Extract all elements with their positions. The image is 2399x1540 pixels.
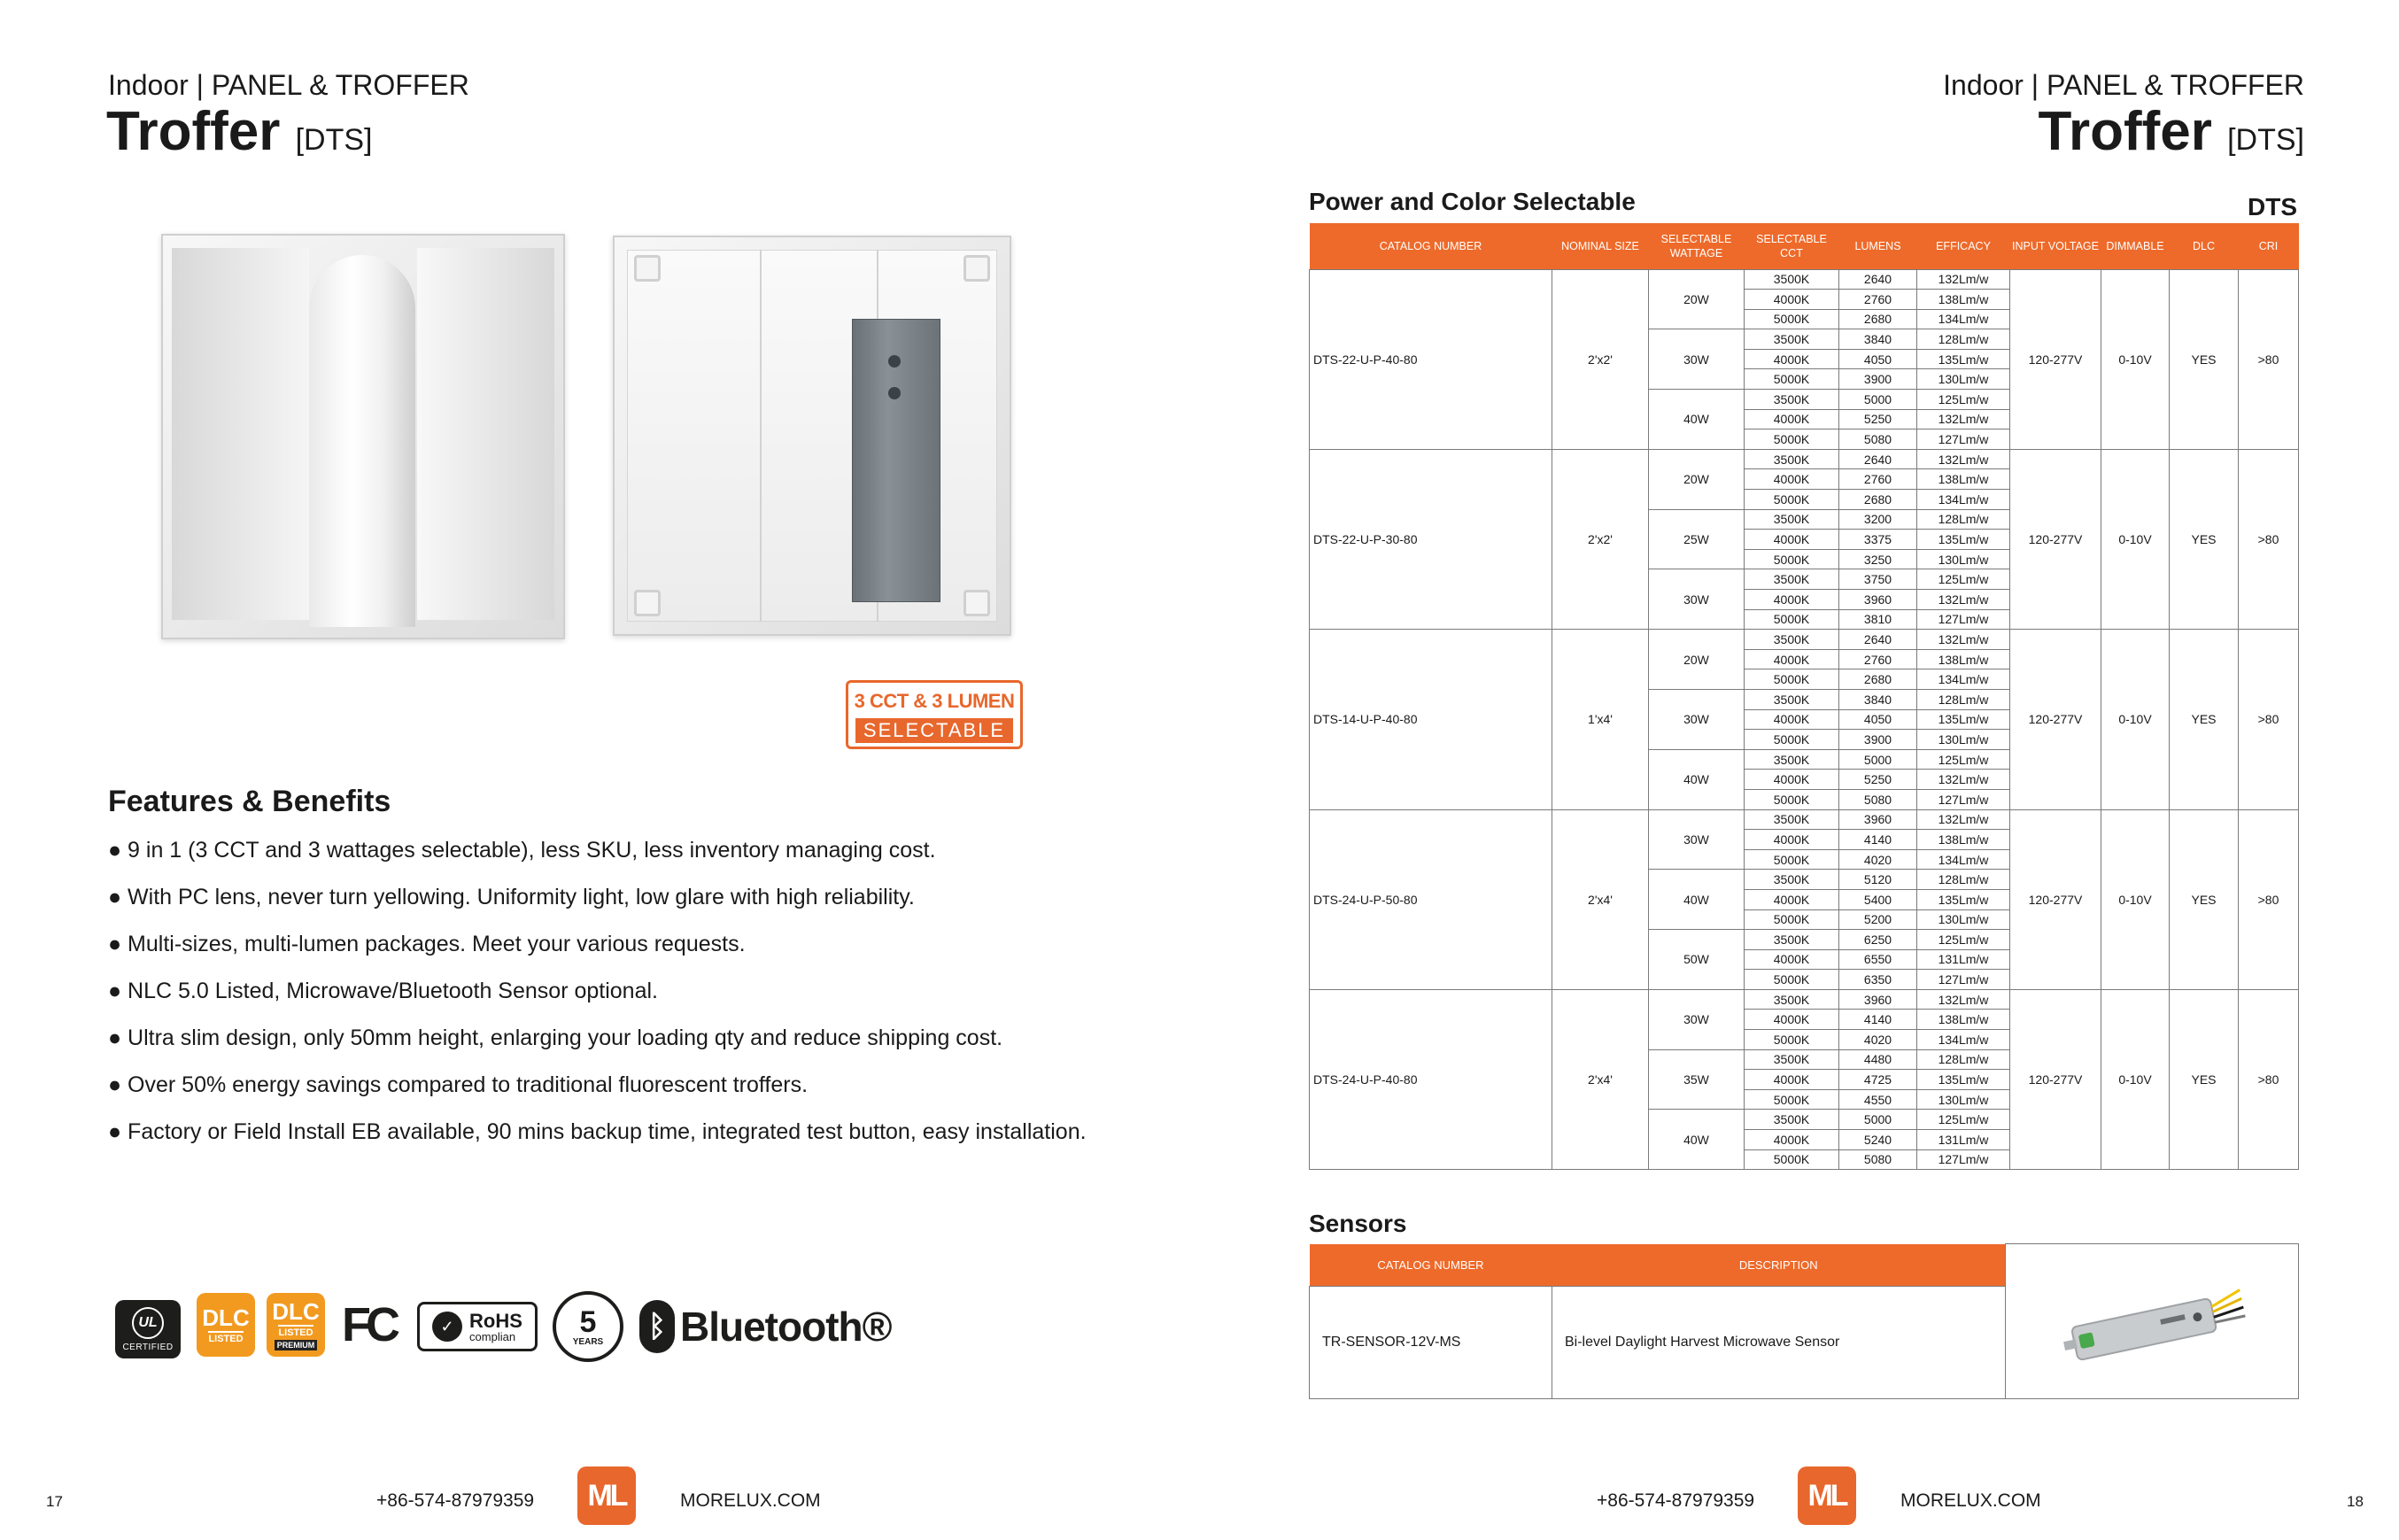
wattage-cell: 20W bbox=[1649, 630, 1745, 690]
col-dimmable: DIMMABLE bbox=[2101, 223, 2170, 269]
feature-item: ● NLC 5.0 Listed, Microwave/Bluetooth Sensor optional. bbox=[108, 979, 658, 1003]
efficacy-cell: 130Lm/w bbox=[1917, 730, 2010, 750]
efficacy-cell: 128Lm/w bbox=[1917, 870, 2010, 890]
cct-cell: 3500K bbox=[1745, 809, 1839, 830]
cct-cell: 5000K bbox=[1745, 1089, 1839, 1110]
efficacy-cell: 125Lm/w bbox=[1917, 569, 2010, 590]
feature-item: ● Multi-sizes, multi-lumen packages. Meet your various requests. bbox=[108, 932, 746, 956]
wattage-cell: 50W bbox=[1649, 930, 1745, 990]
cct-cell: 4000K bbox=[1745, 709, 1839, 730]
mounting-clip bbox=[963, 590, 990, 616]
input-voltage-cell: 120-277V bbox=[2010, 269, 2101, 449]
cct-cell: 4000K bbox=[1745, 949, 1839, 970]
rohs-text: RoHS bbox=[469, 1309, 522, 1332]
table-row bbox=[1310, 809, 2299, 830]
dimmable-cell: 0-10V bbox=[2101, 269, 2170, 449]
efficacy-cell: 132Lm/w bbox=[1917, 989, 2010, 1010]
dimmable-cell: 0-10V bbox=[2101, 630, 2170, 809]
warranty-5-years-logo bbox=[553, 1291, 623, 1362]
morelux-logo-left bbox=[577, 1466, 636, 1525]
efficacy-cell: 127Lm/w bbox=[1917, 970, 2010, 990]
bluetooth-logo bbox=[639, 1298, 892, 1355]
cct-cell: 3500K bbox=[1745, 870, 1839, 890]
dlc-cell: YES bbox=[2170, 809, 2239, 989]
efficacy-cell: 131Lm/w bbox=[1917, 1130, 2010, 1150]
lumens-cell: 4550 bbox=[1839, 1089, 1917, 1110]
wattage-cell: 40W bbox=[1649, 390, 1745, 450]
lumens-cell: 4725 bbox=[1839, 1070, 1917, 1090]
lumens-cell: 3810 bbox=[1839, 609, 1917, 630]
efficacy-cell: 135Lm/w bbox=[1917, 349, 2010, 369]
power-color-heading: Power and Color Selectable bbox=[1309, 188, 1636, 215]
wattage-cell: 40W bbox=[1649, 870, 1745, 930]
troffer-left-reflector bbox=[172, 248, 309, 620]
efficacy-cell: 135Lm/w bbox=[1917, 1070, 2010, 1090]
page-number-right: 18 bbox=[2347, 1493, 2364, 1510]
ul-mark: UL bbox=[132, 1307, 164, 1339]
left-title-text: Troffer bbox=[106, 101, 281, 162]
lumens-cell: 3840 bbox=[1839, 689, 1917, 709]
dlc-mark: DLC bbox=[202, 1304, 250, 1331]
rohs-sub-text: complian bbox=[469, 1329, 516, 1343]
lumens-cell: 3750 bbox=[1839, 569, 1917, 590]
cct-cell: 5000K bbox=[1745, 490, 1839, 510]
phone-right: +86-574-87979359 bbox=[1597, 1490, 1755, 1511]
cct-cell: 4000K bbox=[1745, 889, 1839, 909]
cct-cell: 5000K bbox=[1745, 369, 1839, 390]
cct-cell: 5000K bbox=[1745, 669, 1839, 690]
efficacy-cell: 125Lm/w bbox=[1917, 1110, 2010, 1130]
spec-table bbox=[1309, 223, 2299, 1170]
cct-cell: 4000K bbox=[1745, 530, 1839, 550]
efficacy-cell: 130Lm/w bbox=[1917, 909, 2010, 930]
wattage-cell: 30W bbox=[1649, 329, 1745, 390]
col-selectable-cct: SELECTABLE CCT bbox=[1745, 223, 1839, 269]
efficacy-cell: 128Lm/w bbox=[1917, 689, 2010, 709]
cct-cell: 4000K bbox=[1745, 1130, 1839, 1150]
cct-cell: 3500K bbox=[1745, 1049, 1839, 1070]
troffer-right-reflector bbox=[417, 248, 554, 620]
efficacy-cell: 127Lm/w bbox=[1917, 789, 2010, 809]
cct-cell: 5000K bbox=[1745, 549, 1839, 569]
lumens-cell: 5240 bbox=[1839, 1130, 1917, 1150]
feature-item: ● With PC lens, never turn yellowing. Uniformity light, low glare with high reliability. bbox=[108, 885, 915, 909]
wattage-cell: 30W bbox=[1649, 569, 1745, 630]
efficacy-cell: 134Lm/w bbox=[1917, 309, 2010, 329]
table-row bbox=[1310, 989, 2299, 1010]
catalog-number-cell: DTS-24-U-P-50-80 bbox=[1310, 809, 1552, 989]
efficacy-cell: 128Lm/w bbox=[1917, 509, 2010, 530]
lumens-cell: 5080 bbox=[1839, 789, 1917, 809]
lumens-cell: 5080 bbox=[1839, 429, 1917, 450]
feature-item: ● Over 50% energy savings compared to traditional fluorescent troffers. bbox=[108, 1072, 809, 1097]
morelux-logo-right bbox=[1798, 1466, 1856, 1525]
efficacy-cell: 134Lm/w bbox=[1917, 669, 2010, 690]
cct-cell: 3500K bbox=[1745, 329, 1839, 350]
efficacy-cell: 125Lm/w bbox=[1917, 390, 2010, 410]
features-list bbox=[108, 838, 1171, 1157]
lumens-cell: 3960 bbox=[1839, 809, 1917, 830]
lumens-cell: 4050 bbox=[1839, 349, 1917, 369]
sensor-description-cell: Bi-level Daylight Harvest Microwave Sensor bbox=[1552, 1287, 2006, 1399]
cct-cell: 3500K bbox=[1745, 1110, 1839, 1130]
microwave-sensor-photo bbox=[2055, 1275, 2249, 1373]
efficacy-cell: 130Lm/w bbox=[1917, 549, 2010, 569]
cct-cell: 5000K bbox=[1745, 730, 1839, 750]
troffer-back-housing bbox=[627, 250, 997, 622]
cri-cell: >80 bbox=[2239, 449, 2299, 629]
col-efficacy: EFFICACY bbox=[1917, 223, 2010, 269]
lumens-cell: 5000 bbox=[1839, 390, 1917, 410]
troffer-center-lens bbox=[309, 255, 415, 627]
input-voltage-cell: 120-277V bbox=[2010, 449, 2101, 629]
dlc-cell: YES bbox=[2170, 989, 2239, 1169]
lumens-cell: 3250 bbox=[1839, 549, 1917, 569]
right-title-code: [DTS] bbox=[2227, 123, 2304, 157]
wattage-cell: 20W bbox=[1649, 269, 1745, 329]
page-number-left: 17 bbox=[46, 1493, 63, 1510]
lumens-cell: 2680 bbox=[1839, 309, 1917, 329]
housing-seam bbox=[760, 250, 762, 622]
wattage-cell: 20W bbox=[1649, 449, 1745, 509]
lumens-cell: 5200 bbox=[1839, 909, 1917, 930]
lumens-cell: 5400 bbox=[1839, 889, 1917, 909]
warranty-years-text: YEARS bbox=[572, 1336, 604, 1347]
cct-cell: 5000K bbox=[1745, 789, 1839, 809]
dlc-mark: DLC bbox=[272, 1297, 320, 1325]
ul-certified-logo bbox=[115, 1300, 181, 1358]
dimmable-cell: 0-10V bbox=[2101, 989, 2170, 1169]
lumens-cell: 2640 bbox=[1839, 449, 1917, 469]
bluetooth-wordmark: Bluetooth® bbox=[680, 1304, 892, 1350]
col-catalog-number: CATALOG NUMBER bbox=[1310, 223, 1552, 269]
right-category: Indoor | PANEL & TROFFER bbox=[1943, 69, 2304, 101]
dlc-listed-text: LISTED bbox=[278, 1325, 313, 1338]
cct-cell: 5000K bbox=[1745, 609, 1839, 630]
cct-cell: 4000K bbox=[1745, 290, 1839, 310]
lumens-cell: 4020 bbox=[1839, 1030, 1917, 1050]
cri-cell: >80 bbox=[2239, 269, 2299, 449]
dlc-listed-text: LISTED bbox=[208, 1331, 243, 1344]
efficacy-cell: 132Lm/w bbox=[1917, 409, 2010, 429]
lumens-cell: 5120 bbox=[1839, 870, 1917, 890]
col-dlc: DLC bbox=[2170, 223, 2239, 269]
wattage-cell: 30W bbox=[1649, 989, 1745, 1049]
cct-cell: 3500K bbox=[1745, 989, 1839, 1010]
lumens-cell: 3375 bbox=[1839, 530, 1917, 550]
efficacy-cell: 128Lm/w bbox=[1917, 1049, 2010, 1070]
left-category: Indoor | PANEL & TROFFER bbox=[108, 69, 469, 101]
cct-cell: 3500K bbox=[1745, 269, 1839, 290]
cct-cell: 5000K bbox=[1745, 429, 1839, 450]
input-voltage-cell: 120-277V bbox=[2010, 989, 2101, 1169]
cct-cell: 5000K bbox=[1745, 849, 1839, 870]
efficacy-cell: 130Lm/w bbox=[1917, 1089, 2010, 1110]
lumens-cell: 4020 bbox=[1839, 849, 1917, 870]
catalog-number-cell: DTS-14-U-P-40-80 bbox=[1310, 630, 1552, 809]
right-title-text: Troffer bbox=[2038, 101, 2212, 162]
nominal-size-cell: 1'x4' bbox=[1552, 630, 1649, 809]
driver-knockout bbox=[888, 387, 901, 399]
series-tag: DTS bbox=[2248, 193, 2297, 221]
dlc-cell: YES bbox=[2170, 269, 2239, 449]
lumens-cell: 2640 bbox=[1839, 630, 1917, 650]
wattage-cell: 30W bbox=[1649, 689, 1745, 749]
nominal-size-cell: 2'x2' bbox=[1552, 449, 1649, 629]
table-row bbox=[1310, 630, 2299, 650]
efficacy-cell: 135Lm/w bbox=[1917, 530, 2010, 550]
col-nominal-size: NOMINAL SIZE bbox=[1552, 223, 1649, 269]
cct-cell: 5000K bbox=[1745, 1030, 1839, 1050]
lumens-cell: 3200 bbox=[1839, 509, 1917, 530]
lumens-cell: 2760 bbox=[1839, 469, 1917, 490]
nominal-size-cell: 2'x4' bbox=[1552, 809, 1649, 989]
efficacy-cell: 138Lm/w bbox=[1917, 649, 2010, 669]
cct-cell: 4000K bbox=[1745, 770, 1839, 790]
efficacy-cell: 135Lm/w bbox=[1917, 889, 2010, 909]
cct-cell: 4000K bbox=[1745, 1010, 1839, 1030]
lumens-cell: 2760 bbox=[1839, 290, 1917, 310]
sensors-heading: Sensors bbox=[1309, 1210, 1407, 1237]
cct-cell: 4000K bbox=[1745, 469, 1839, 490]
cri-cell: >80 bbox=[2239, 989, 2299, 1169]
efficacy-cell: 134Lm/w bbox=[1917, 849, 2010, 870]
cct-cell: 5000K bbox=[1745, 909, 1839, 930]
badge-line1: 3 CCT & 3 LUMEN bbox=[854, 690, 1015, 712]
efficacy-cell: 128Lm/w bbox=[1917, 329, 2010, 350]
lumens-cell: 3960 bbox=[1839, 590, 1917, 610]
dlc-cell: YES bbox=[2170, 449, 2239, 629]
website-left[interactable]: MORELUX.COM bbox=[680, 1490, 821, 1511]
mounting-clip bbox=[634, 590, 661, 616]
cct-cell: 4000K bbox=[1745, 1070, 1839, 1090]
wattage-cell: 35W bbox=[1649, 1049, 1745, 1110]
mounting-clip bbox=[963, 255, 990, 282]
ml-mark: ML bbox=[1807, 1478, 1846, 1513]
catalog-number-cell: DTS-22-U-P-30-80 bbox=[1310, 449, 1552, 629]
wattage-cell: 25W bbox=[1649, 509, 1745, 569]
cct-cell: 4000K bbox=[1745, 830, 1839, 850]
cri-cell: >80 bbox=[2239, 630, 2299, 809]
badge-line2: SELECTABLE bbox=[855, 718, 1013, 743]
ul-certified-text: CERTIFIED bbox=[122, 1342, 174, 1352]
cct-cell: 4000K bbox=[1745, 649, 1839, 669]
feature-item: ● Factory or Field Install EB available, 90 mins backup time, integrated test button, easy installation. bbox=[108, 1119, 1087, 1144]
lumens-cell: 4480 bbox=[1839, 1049, 1917, 1070]
lumens-cell: 5000 bbox=[1839, 1110, 1917, 1130]
sensor-col-description: DESCRIPTION bbox=[1552, 1244, 2006, 1287]
lumens-cell: 3960 bbox=[1839, 989, 1917, 1010]
cct-cell: 5000K bbox=[1745, 970, 1839, 990]
lumens-cell: 4140 bbox=[1839, 1010, 1917, 1030]
efficacy-cell: 132Lm/w bbox=[1917, 630, 2010, 650]
cct-cell: 3500K bbox=[1745, 930, 1839, 950]
table-row bbox=[1310, 449, 2299, 469]
rohs-logo bbox=[417, 1302, 538, 1351]
lumens-cell: 2640 bbox=[1839, 269, 1917, 290]
efficacy-cell: 125Lm/w bbox=[1917, 930, 2010, 950]
dimmable-cell: 0-10V bbox=[2101, 449, 2170, 629]
feature-item: ● Ultra slim design, only 50mm height, enlarging your loading qty and reduce shipping cost. bbox=[108, 1025, 1003, 1050]
col-selectable-wattage: SELECTABLE WATTAGE bbox=[1649, 223, 1745, 269]
cct-cell: 5000K bbox=[1745, 1149, 1839, 1170]
dimmable-cell: 0-10V bbox=[2101, 809, 2170, 989]
wattage-cell: 30W bbox=[1649, 809, 1745, 870]
cct-cell: 3500K bbox=[1745, 569, 1839, 590]
sensor-col-catalog: CATALOG NUMBER bbox=[1310, 1244, 1552, 1287]
cct-cell: 3500K bbox=[1745, 449, 1839, 469]
lumens-cell: 3840 bbox=[1839, 329, 1917, 350]
efficacy-cell: 134Lm/w bbox=[1917, 1030, 2010, 1050]
lumens-cell: 5000 bbox=[1839, 749, 1917, 770]
dlc-premium-logo bbox=[267, 1293, 325, 1357]
col-input-voltage: INPUT VOLTAGE bbox=[2010, 223, 2101, 269]
wattage-cell: 40W bbox=[1649, 749, 1745, 809]
cct-cell: 4000K bbox=[1745, 409, 1839, 429]
leaf-icon: ✓ bbox=[432, 1312, 462, 1342]
lumens-cell: 6250 bbox=[1839, 930, 1917, 950]
sensor-catalog-cell: TR-SENSOR-12V-MS bbox=[1310, 1287, 1552, 1399]
efficacy-cell: 125Lm/w bbox=[1917, 749, 2010, 770]
efficacy-cell: 132Lm/w bbox=[1917, 590, 2010, 610]
catalog-number-cell: DTS-24-U-P-40-80 bbox=[1310, 989, 1552, 1169]
lumens-cell: 2680 bbox=[1839, 669, 1917, 690]
cct-cell: 4000K bbox=[1745, 349, 1839, 369]
cct-cell: 3500K bbox=[1745, 689, 1839, 709]
right-title bbox=[2038, 101, 2305, 162]
cct-cell: 3500K bbox=[1745, 749, 1839, 770]
mounting-clip bbox=[634, 255, 661, 282]
bluetooth-icon: ᛒ bbox=[639, 1300, 675, 1353]
lumens-cell: 6550 bbox=[1839, 949, 1917, 970]
ml-mark: ML bbox=[587, 1478, 626, 1513]
input-voltage-cell: 120-277V bbox=[2010, 809, 2101, 989]
lumens-cell: 5250 bbox=[1839, 409, 1917, 429]
efficacy-cell: 138Lm/w bbox=[1917, 290, 2010, 310]
feature-item: ● 9 in 1 (3 CCT and 3 wattages selectable), less SKU, less inventory managing cost. bbox=[108, 838, 936, 863]
lumens-cell: 3900 bbox=[1839, 730, 1917, 750]
lumens-cell: 5250 bbox=[1839, 770, 1917, 790]
lumens-cell: 4050 bbox=[1839, 709, 1917, 730]
efficacy-cell: 132Lm/w bbox=[1917, 449, 2010, 469]
efficacy-cell: 138Lm/w bbox=[1917, 830, 2010, 850]
cct-cell: 5000K bbox=[1745, 309, 1839, 329]
wattage-cell: 40W bbox=[1649, 1110, 1745, 1170]
efficacy-cell: 131Lm/w bbox=[1917, 949, 2010, 970]
nominal-size-cell: 2'x2' bbox=[1552, 269, 1649, 449]
nominal-size-cell: 2'x4' bbox=[1552, 989, 1649, 1169]
driver-knockout bbox=[888, 355, 901, 368]
lumens-cell: 2760 bbox=[1839, 649, 1917, 669]
website-right[interactable]: MORELUX.COM bbox=[1900, 1490, 2041, 1511]
cct-cell: 3500K bbox=[1745, 390, 1839, 410]
phone-left: +86-574-87979359 bbox=[376, 1490, 535, 1511]
left-title-code: [DTS] bbox=[295, 123, 373, 157]
left-title bbox=[106, 101, 373, 162]
lumens-cell: 5080 bbox=[1839, 1149, 1917, 1170]
cct-cell: 3500K bbox=[1745, 509, 1839, 530]
cri-cell: >80 bbox=[2239, 809, 2299, 989]
col-cri: CRI bbox=[2239, 223, 2299, 269]
efficacy-cell: 138Lm/w bbox=[1917, 1010, 2010, 1030]
warranty-years-number: 5 bbox=[579, 1304, 597, 1339]
dlc-cell: YES bbox=[2170, 630, 2239, 809]
lumens-cell: 4140 bbox=[1839, 830, 1917, 850]
features-heading: Features & Benefits bbox=[108, 785, 391, 818]
efficacy-cell: 135Lm/w bbox=[1917, 709, 2010, 730]
efficacy-cell: 127Lm/w bbox=[1917, 609, 2010, 630]
catalog-number-cell: DTS-22-U-P-40-80 bbox=[1310, 269, 1552, 449]
cct-cell: 3500K bbox=[1745, 630, 1839, 650]
dlc-premium-text: PREMIUM bbox=[275, 1340, 318, 1350]
lumens-cell: 3900 bbox=[1839, 369, 1917, 390]
table-row bbox=[1310, 269, 2299, 290]
efficacy-cell: 132Lm/w bbox=[1917, 770, 2010, 790]
fcc-logo: FC bbox=[342, 1298, 395, 1351]
cct-lumen-badge bbox=[846, 680, 1023, 749]
col-lumens: LUMENS bbox=[1839, 223, 1917, 269]
troffer-back-photo bbox=[613, 236, 1011, 636]
efficacy-cell: 138Lm/w bbox=[1917, 469, 2010, 490]
efficacy-cell: 132Lm/w bbox=[1917, 269, 2010, 290]
efficacy-cell: 134Lm/w bbox=[1917, 490, 2010, 510]
dlc-listed-logo bbox=[197, 1293, 255, 1357]
troffer-front-photo bbox=[161, 234, 565, 639]
lumens-cell: 2680 bbox=[1839, 490, 1917, 510]
cct-cell: 4000K bbox=[1745, 590, 1839, 610]
efficacy-cell: 127Lm/w bbox=[1917, 429, 2010, 450]
input-voltage-cell: 120-277V bbox=[2010, 630, 2101, 809]
led-driver-box bbox=[852, 319, 940, 602]
efficacy-cell: 130Lm/w bbox=[1917, 369, 2010, 390]
efficacy-cell: 132Lm/w bbox=[1917, 809, 2010, 830]
spec-header-row bbox=[1310, 223, 2299, 269]
lumens-cell: 6350 bbox=[1839, 970, 1917, 990]
efficacy-cell: 127Lm/w bbox=[1917, 1149, 2010, 1170]
